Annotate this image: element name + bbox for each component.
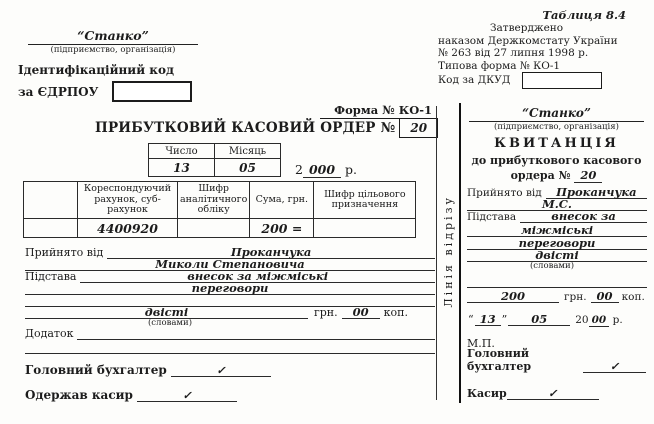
receipt-date-day: 13 <box>475 313 501 326</box>
receipt-org-name-line <box>469 106 644 122</box>
stamp-label: М.П. <box>467 337 495 350</box>
dkud-code-box <box>522 72 602 89</box>
id-code-label: Ідентифікаційний код <box>18 63 174 77</box>
receipt-blank-row <box>467 276 647 288</box>
receipt-words-caption: (словами) <box>529 261 575 271</box>
receipt-kopecks-line: 00 <box>591 290 619 303</box>
receipt-date-month: 05 <box>508 313 570 326</box>
form-number-label: Форма № КО-1 <box>18 103 434 117</box>
signature-check-mark: ✓ <box>182 389 192 402</box>
date-day-header: Число <box>149 144 215 159</box>
org-name-line <box>28 28 198 45</box>
receipt-subtitle2: ордера № 20 <box>467 168 646 183</box>
receipt-chief-accountant-signature <box>583 361 646 373</box>
receipt-basis-line3: переговори <box>467 237 647 250</box>
accepted-from-label: Прийнято від <box>25 246 104 259</box>
blank-row2 <box>25 342 435 354</box>
approval-block <box>438 22 643 89</box>
basis-line2: переговори <box>25 282 435 295</box>
order-form <box>18 103 438 402</box>
kopecks-line: 00 <box>342 306 380 319</box>
col-corresponding-account: Кореспондуючий рахунок, суб-рахунок <box>78 182 178 219</box>
cashier-row <box>25 388 438 402</box>
year-field: 2 000 р. <box>295 162 358 177</box>
chief-accountant-signature <box>171 365 271 377</box>
org-caption: (підприємство, організація) <box>50 45 176 55</box>
org-name-value: “Станко” <box>77 28 149 43</box>
receipt-kop-label: коп. <box>621 291 645 303</box>
amount-words-row <box>25 307 435 319</box>
blank-line2 <box>25 353 435 354</box>
close-quote: ” <box>501 313 508 326</box>
receipt-blank-line <box>467 287 647 288</box>
basis-row2 <box>25 283 435 295</box>
receipt-amount-line: 200 <box>467 290 559 303</box>
approved-line: Затверджено <box>490 22 564 34</box>
words-caption: (словами) <box>147 318 193 328</box>
basis-label: Підстава <box>25 270 77 283</box>
approved-line: наказом Держкомстату України <box>438 34 618 47</box>
open-quote: “ <box>468 313 474 326</box>
cut-line-strip <box>438 106 458 396</box>
order-title: ПРИБУТКОВИЙ КАСОВИЙ ОРДЕР № <box>95 120 396 136</box>
receipt-amount-words-line: двісті <box>467 249 647 262</box>
receipt-basis-line2: міжміські <box>467 224 647 237</box>
cell-blank <box>24 219 78 238</box>
col-purpose-code: Шифр цільового призначення <box>314 182 416 219</box>
cell-account-value: 4400920 <box>78 219 178 238</box>
hrn-label: грн. <box>314 306 338 319</box>
receipt-hrn-label: грн. <box>564 291 587 303</box>
receipt-accepted-label: Прийнято від <box>467 187 542 199</box>
chief-accountant-row <box>25 363 438 377</box>
date-month-value: 05 <box>215 159 281 177</box>
cell-purpose-value <box>314 219 416 238</box>
edrpou-label: за ЄДРПОУ <box>18 84 99 99</box>
org-block <box>18 28 208 102</box>
receipt-year-value: 00 <box>589 314 610 327</box>
accounts-table-header-row <box>24 182 416 219</box>
receipt-cashier-label: Касир <box>467 387 507 400</box>
receipt-subtitle: до прибуткового касового <box>471 154 642 167</box>
receipt-accepted-line2: М.С. <box>467 198 647 211</box>
appendix-line <box>77 339 435 340</box>
order-number-box <box>399 118 438 138</box>
signature-check-mark: ✓ <box>216 364 226 377</box>
receipt-basis-label: Підстава <box>467 211 517 223</box>
appendix-label: Додаток <box>25 327 74 340</box>
signature-check-mark: ✓ <box>548 387 558 400</box>
order-number-value: 20 <box>410 121 428 135</box>
date-month-header: Місяць <box>215 144 281 159</box>
col-analytic-code: Шифр аналітичного обліку <box>178 182 250 219</box>
receipt-basis-line: внесок за <box>520 210 647 223</box>
dkud-row <box>438 72 643 89</box>
chief-accountant-label: Головний бухгалтер <box>25 363 167 377</box>
receipt-chief-accountant-label: Головний бухгалтер <box>467 347 532 373</box>
accounts-table-data-row <box>24 219 416 238</box>
cell-sum-value: 200 = <box>250 219 314 238</box>
basis-line: внесок за міжміські <box>80 270 435 283</box>
receipt-cashier-signature <box>507 388 599 400</box>
receipt-amount-row <box>467 291 647 303</box>
amount-words-line: двісті <box>25 306 308 319</box>
order-title-row <box>95 117 438 139</box>
signature-check-mark: ✓ <box>610 360 620 373</box>
dkud-label: Код за ДКУД <box>438 74 511 87</box>
col-blank <box>24 182 78 219</box>
receipt-section <box>459 103 652 403</box>
receipt-org-name-value: “Станко” <box>522 106 591 120</box>
table-caption: Таблиця 8.4 <box>542 8 626 22</box>
receipt-chief-accountant-row <box>467 347 646 373</box>
date-table <box>148 143 281 177</box>
receipt-title: КВИТАНЦІЯ <box>494 136 619 151</box>
receipt-year-field: 20 00 р. <box>575 314 623 326</box>
accounts-table <box>23 181 416 238</box>
edrpou-row <box>18 81 208 102</box>
approved-line: № 263 від 27 липня 1998 р. <box>438 47 589 59</box>
accepted-from-line2: Миколи Степановича <box>25 258 435 271</box>
cashier-label: Одержав касир <box>25 388 133 402</box>
date-row <box>148 142 438 177</box>
year-value: 000 <box>303 162 341 178</box>
appendix-row <box>25 328 435 340</box>
cashier-signature <box>137 390 237 402</box>
col-sum: Сума, грн. <box>250 182 314 219</box>
cell-analytic-value <box>178 219 250 238</box>
edrpou-code-box <box>112 81 192 102</box>
cut-line-rule <box>436 106 437 400</box>
receipt-date-row <box>467 312 647 326</box>
kop-label: коп. <box>383 306 408 319</box>
receipt-cashier-row <box>467 386 646 400</box>
receipt-accepted-line: Проканчука <box>546 186 647 199</box>
receipt-order-number: 20 <box>574 168 602 183</box>
receipt-org-caption: (підприємство, організація) <box>494 122 619 132</box>
cut-line-label: Лінія відрізу <box>441 194 455 308</box>
accepted-from-line: Проканчука <box>107 246 435 259</box>
receipt-basis-row <box>467 211 647 223</box>
approved-line: Типова форма № КО-1 <box>438 59 561 72</box>
date-day-value: 13 <box>149 159 215 177</box>
